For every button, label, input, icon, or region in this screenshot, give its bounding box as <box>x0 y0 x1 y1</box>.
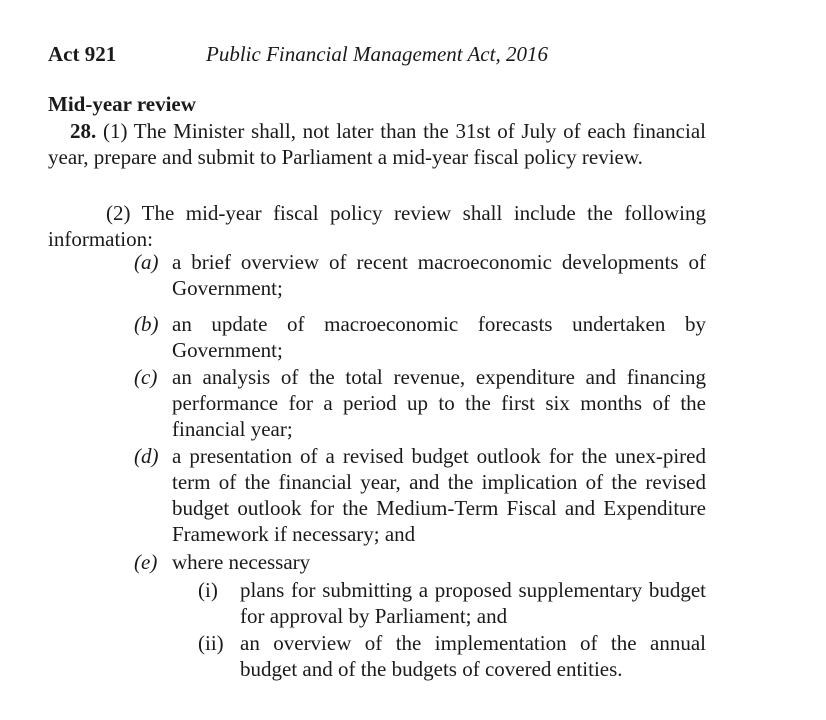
sub-list-item <box>198 577 706 629</box>
subitem-label: (i) <box>198 578 218 602</box>
subitem-text: an overview of the implementation of the annual budget and of the budgets of covered entities. <box>240 631 706 681</box>
subsection-2-text: (2) The mid-year fiscal policy review shall include the following information: <box>48 201 706 251</box>
item-label: (e) <box>134 550 158 574</box>
act-title: Public Financial Management Act, 2016 <box>206 42 548 66</box>
item-label: (b) <box>134 312 159 336</box>
list-item <box>134 549 706 575</box>
item-label: (d) <box>134 444 159 468</box>
item-label: (c) <box>134 365 158 389</box>
item-text: an update of macroeconomic forecasts undertaken by Government; <box>172 312 706 362</box>
subitem-text: plans for submitting a proposed supplementary budget for approval by Parliament; and <box>240 578 706 628</box>
item-text: a brief overview of recent macroeconomic developments of Government; <box>172 250 706 300</box>
subsection-1-text: (1) The Minister shall, not later than the 31st of July of each financial year, prepare and submit to Parliament a mid-year fiscal policy review. <box>48 119 706 169</box>
list-item <box>134 443 706 547</box>
subsection-1 <box>48 118 706 170</box>
section-number: 28. <box>70 119 97 143</box>
item-text: a presentation of a revised budget outlook for the unex-pired term of the financial year, and the implication of the revised budget outlook for the Medium-Term Fiscal and Expenditure Framework if necessary; and <box>172 444 706 546</box>
list-item <box>134 311 706 363</box>
sub-list-item <box>198 630 706 682</box>
act-number: Act 921 <box>48 42 117 66</box>
item-label: (a) <box>134 250 159 274</box>
list-item <box>134 249 706 301</box>
section-title: Mid-year review <box>48 92 196 116</box>
subsection-2 <box>48 200 706 252</box>
item-text: where necessary <box>172 550 311 574</box>
subitem-label: (ii) <box>198 631 224 655</box>
item-text: an analysis of the total revenue, expenditure and financing performance for a period up to the first six months of the financial year; <box>172 365 706 441</box>
list-item <box>134 364 706 442</box>
